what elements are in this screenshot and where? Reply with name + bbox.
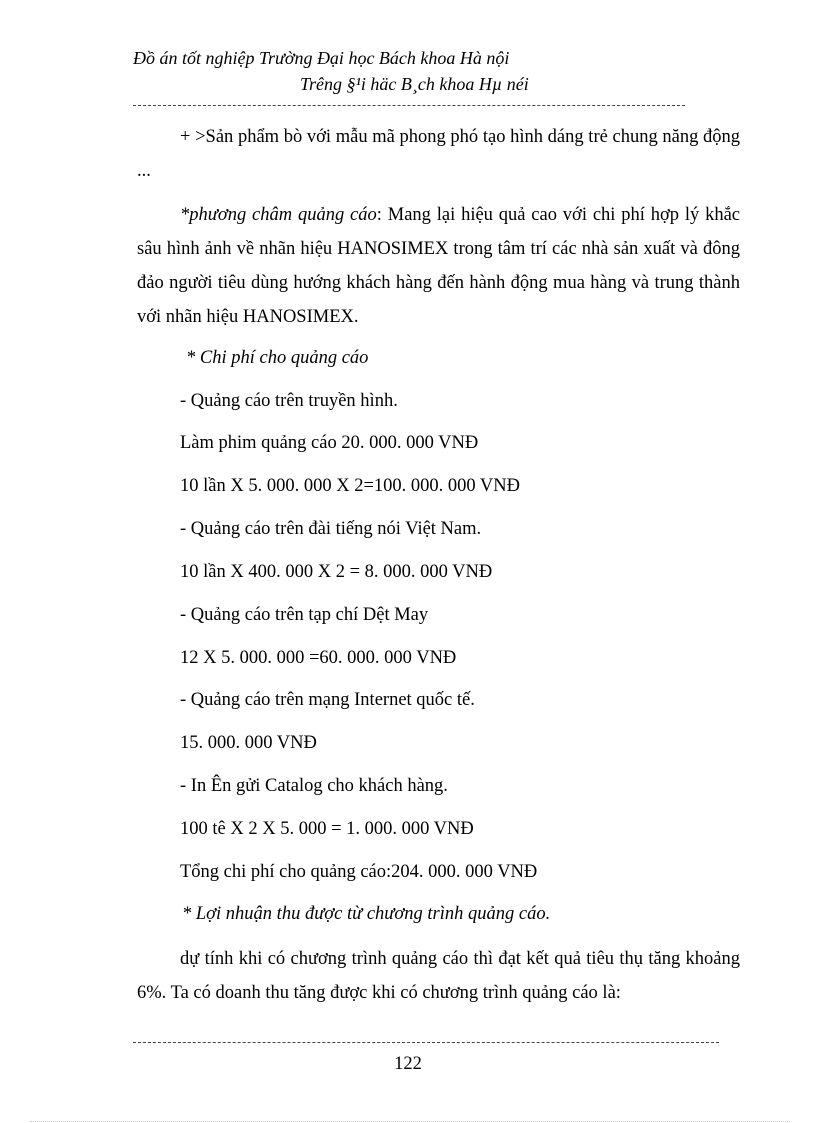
paragraph-advertising-motto (137, 198, 740, 334)
cost-line: 12 X 5. 000. 000 =60. 000. 000 VNĐ (180, 648, 457, 668)
cost-line: - Quảng cáo trên mạng Internet quốc tế. (180, 690, 475, 710)
footer-divider (133, 1042, 719, 1043)
paragraph-profit: dự tính khi có chương trình quảng cáo thì đạt kết quả tiêu thụ tăng khoảng 6%. Ta có doanh thu tăng được khi có chương trình quảng cáo là: (137, 949, 740, 1003)
page-number: 122 (394, 1054, 422, 1074)
header-title-legacy-encoding: Trêng §¹i häc B¸ch khoa Hµ néi (300, 74, 529, 94)
advertising-motto-text: : Mang lại hiệu quả cao với chi phí hợp lý khắc sâu hình ảnh về nhãn hiệu HANOSIMEX trong tâm trí các nhà sản xuất và đông đảo người tiêu dùng hướng khách hàng đến hành động mua hàng và trung thành với nhãn hiệu HANOSIMEX. (137, 205, 740, 327)
cost-line: - Quảng cáo trên truyền hình. (180, 391, 398, 411)
cost-line: Làm phim quảng cáo 20. 000. 000 VNĐ (180, 433, 479, 453)
page-edge-dots (30, 1121, 790, 1122)
cost-line: - Quảng cáo trên tạp chí Dệt May (180, 605, 429, 625)
profit-heading: * Lợi nhuận thu được từ chương trình quảng cáo. (182, 904, 551, 924)
cost-total: Tổng chi phí cho quảng cáo:204. 000. 000 VNĐ (180, 862, 538, 882)
cost-line: - In Ên gửi Catalog cho khách hàng. (180, 776, 448, 796)
cost-line: 10 lần X 5. 000. 000 X 2=100. 000. 000 VNĐ (180, 476, 521, 496)
paragraph-product: + >Sản phẩm bò với mẫu mã phong phó tạo hình dáng trẻ chung năng động ... (137, 127, 740, 181)
header-title: Đồ án tốt nghiệp Trường Đại học Bách khoa Hà nội (133, 48, 510, 68)
cost-heading: * Chi phí cho quảng cáo (186, 348, 369, 368)
cost-line: 10 lần X 400. 000 X 2 = 8. 000. 000 VNĐ (180, 562, 493, 582)
cost-line: 15. 000. 000 VNĐ (180, 733, 317, 753)
header-divider (133, 105, 685, 106)
cost-line: 100 tê X 2 X 5. 000 = 1. 000. 000 VNĐ (180, 819, 474, 839)
advertising-motto-label: *phương châm quảng cáo (180, 205, 377, 225)
cost-line: - Quảng cáo trên đài tiếng nói Việt Nam. (180, 519, 482, 539)
